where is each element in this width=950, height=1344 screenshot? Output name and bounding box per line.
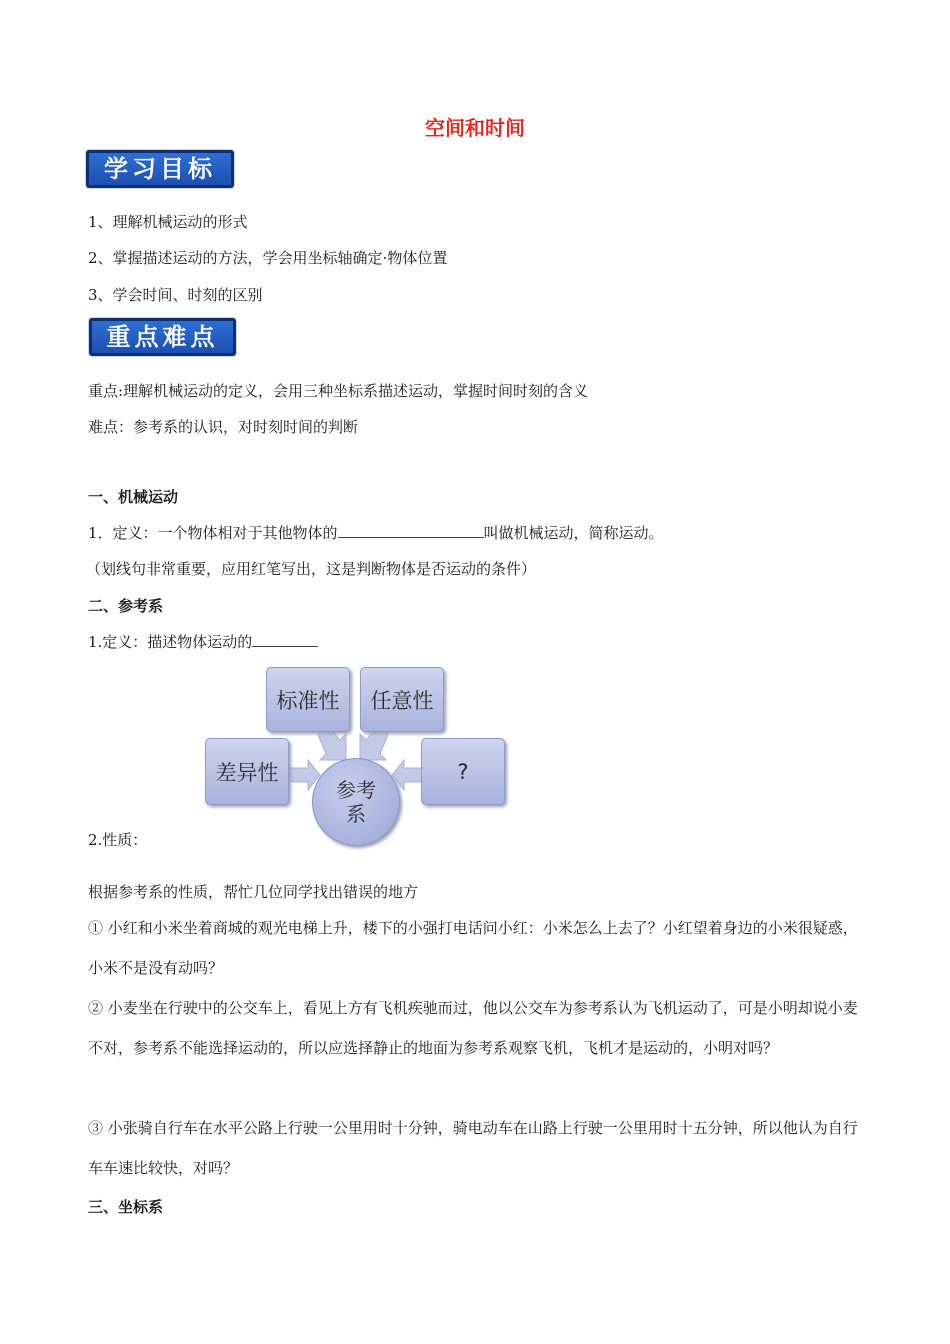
objective-item-3: 3、学会时间、时刻的区别 (88, 286, 263, 304)
definition-reference-frame (88, 632, 318, 652)
center-label-line1: 参考 (336, 778, 376, 802)
property-label: 2.性质： (88, 831, 148, 849)
section-heading-reference-frame: 二、参考系 (88, 597, 164, 615)
diagram-box-difference: 差异性 (205, 738, 289, 805)
exercise-question-2: ② 小麦坐在行驶中的公交车上，看见上方有飞机疾驰而过，他以公交车为参考系认为飞机运动了，可是小明却说小麦不对，参考系不能选择运动的，所以应选择静止的地面为参考系观察飞机，飞机才是运动的，小明对吗？ (88, 999, 858, 1057)
diagram-box-arbitrary: 任意性 (360, 667, 444, 732)
definition-mechanical-motion (88, 523, 664, 543)
section-heading-mechanical-motion: 一、机械运动 (88, 488, 179, 506)
section-heading-coordinate-system: 三、坐标系 (88, 1198, 164, 1216)
diagram-box-standard: 标准性 (266, 667, 350, 732)
page-title: 空间和时间 (425, 116, 525, 140)
focus-text: 重点:理解机械运动的定义，会用三种坐标系描述运动，掌握时间时刻的含义 (88, 382, 589, 400)
objective-item-1: 1、理解机械运动的形式 (88, 213, 248, 231)
definition-text-end: 叫做机械运动，简称运动。 (483, 524, 664, 542)
definition-text-start: 1．定义：一个物体相对于其他物体的 (88, 524, 338, 542)
note-text: （划线句非常重要，应用红笔写出，这是判断物体是否运动的条件） (86, 560, 537, 578)
definition-text: 1.定义：描述物体运动的 (88, 633, 253, 651)
fill-blank (252, 646, 318, 647)
exercise-intro: 根据参考系的性质，帮忙几位同学找出错误的地方 (88, 883, 419, 901)
objectives-badge: 学习目标 (86, 150, 234, 188)
center-label-line2: 系 (346, 802, 366, 826)
exercise-question-1: ① 小红和小米坐着商城的观光电梯上升，楼下的小强打电话问小红：小米怎么上去了？小红望着身边的小米很疑惑，小米不是没有动吗？ (88, 919, 858, 977)
difficulty-text: 难点：参考系的认识，对时刻时间的判断 (88, 418, 359, 436)
diagram-center-reference-frame (312, 758, 400, 846)
fill-blank (338, 537, 484, 538)
exercise-question-3: ③ 小张骑自行车在水平公路上行驶一公里用时十分钟，骑电动车在山路上行驶一公里用时十五分钟，所以他认为自行车车速比较快，对吗？ (88, 1119, 858, 1177)
diagram-box-question: ? (421, 738, 505, 805)
keypoints-badge: 重点难点 (89, 318, 236, 356)
objective-item-2: 2、掌握描述运动的方法，学会用坐标轴确定·物体位置 (88, 249, 448, 267)
